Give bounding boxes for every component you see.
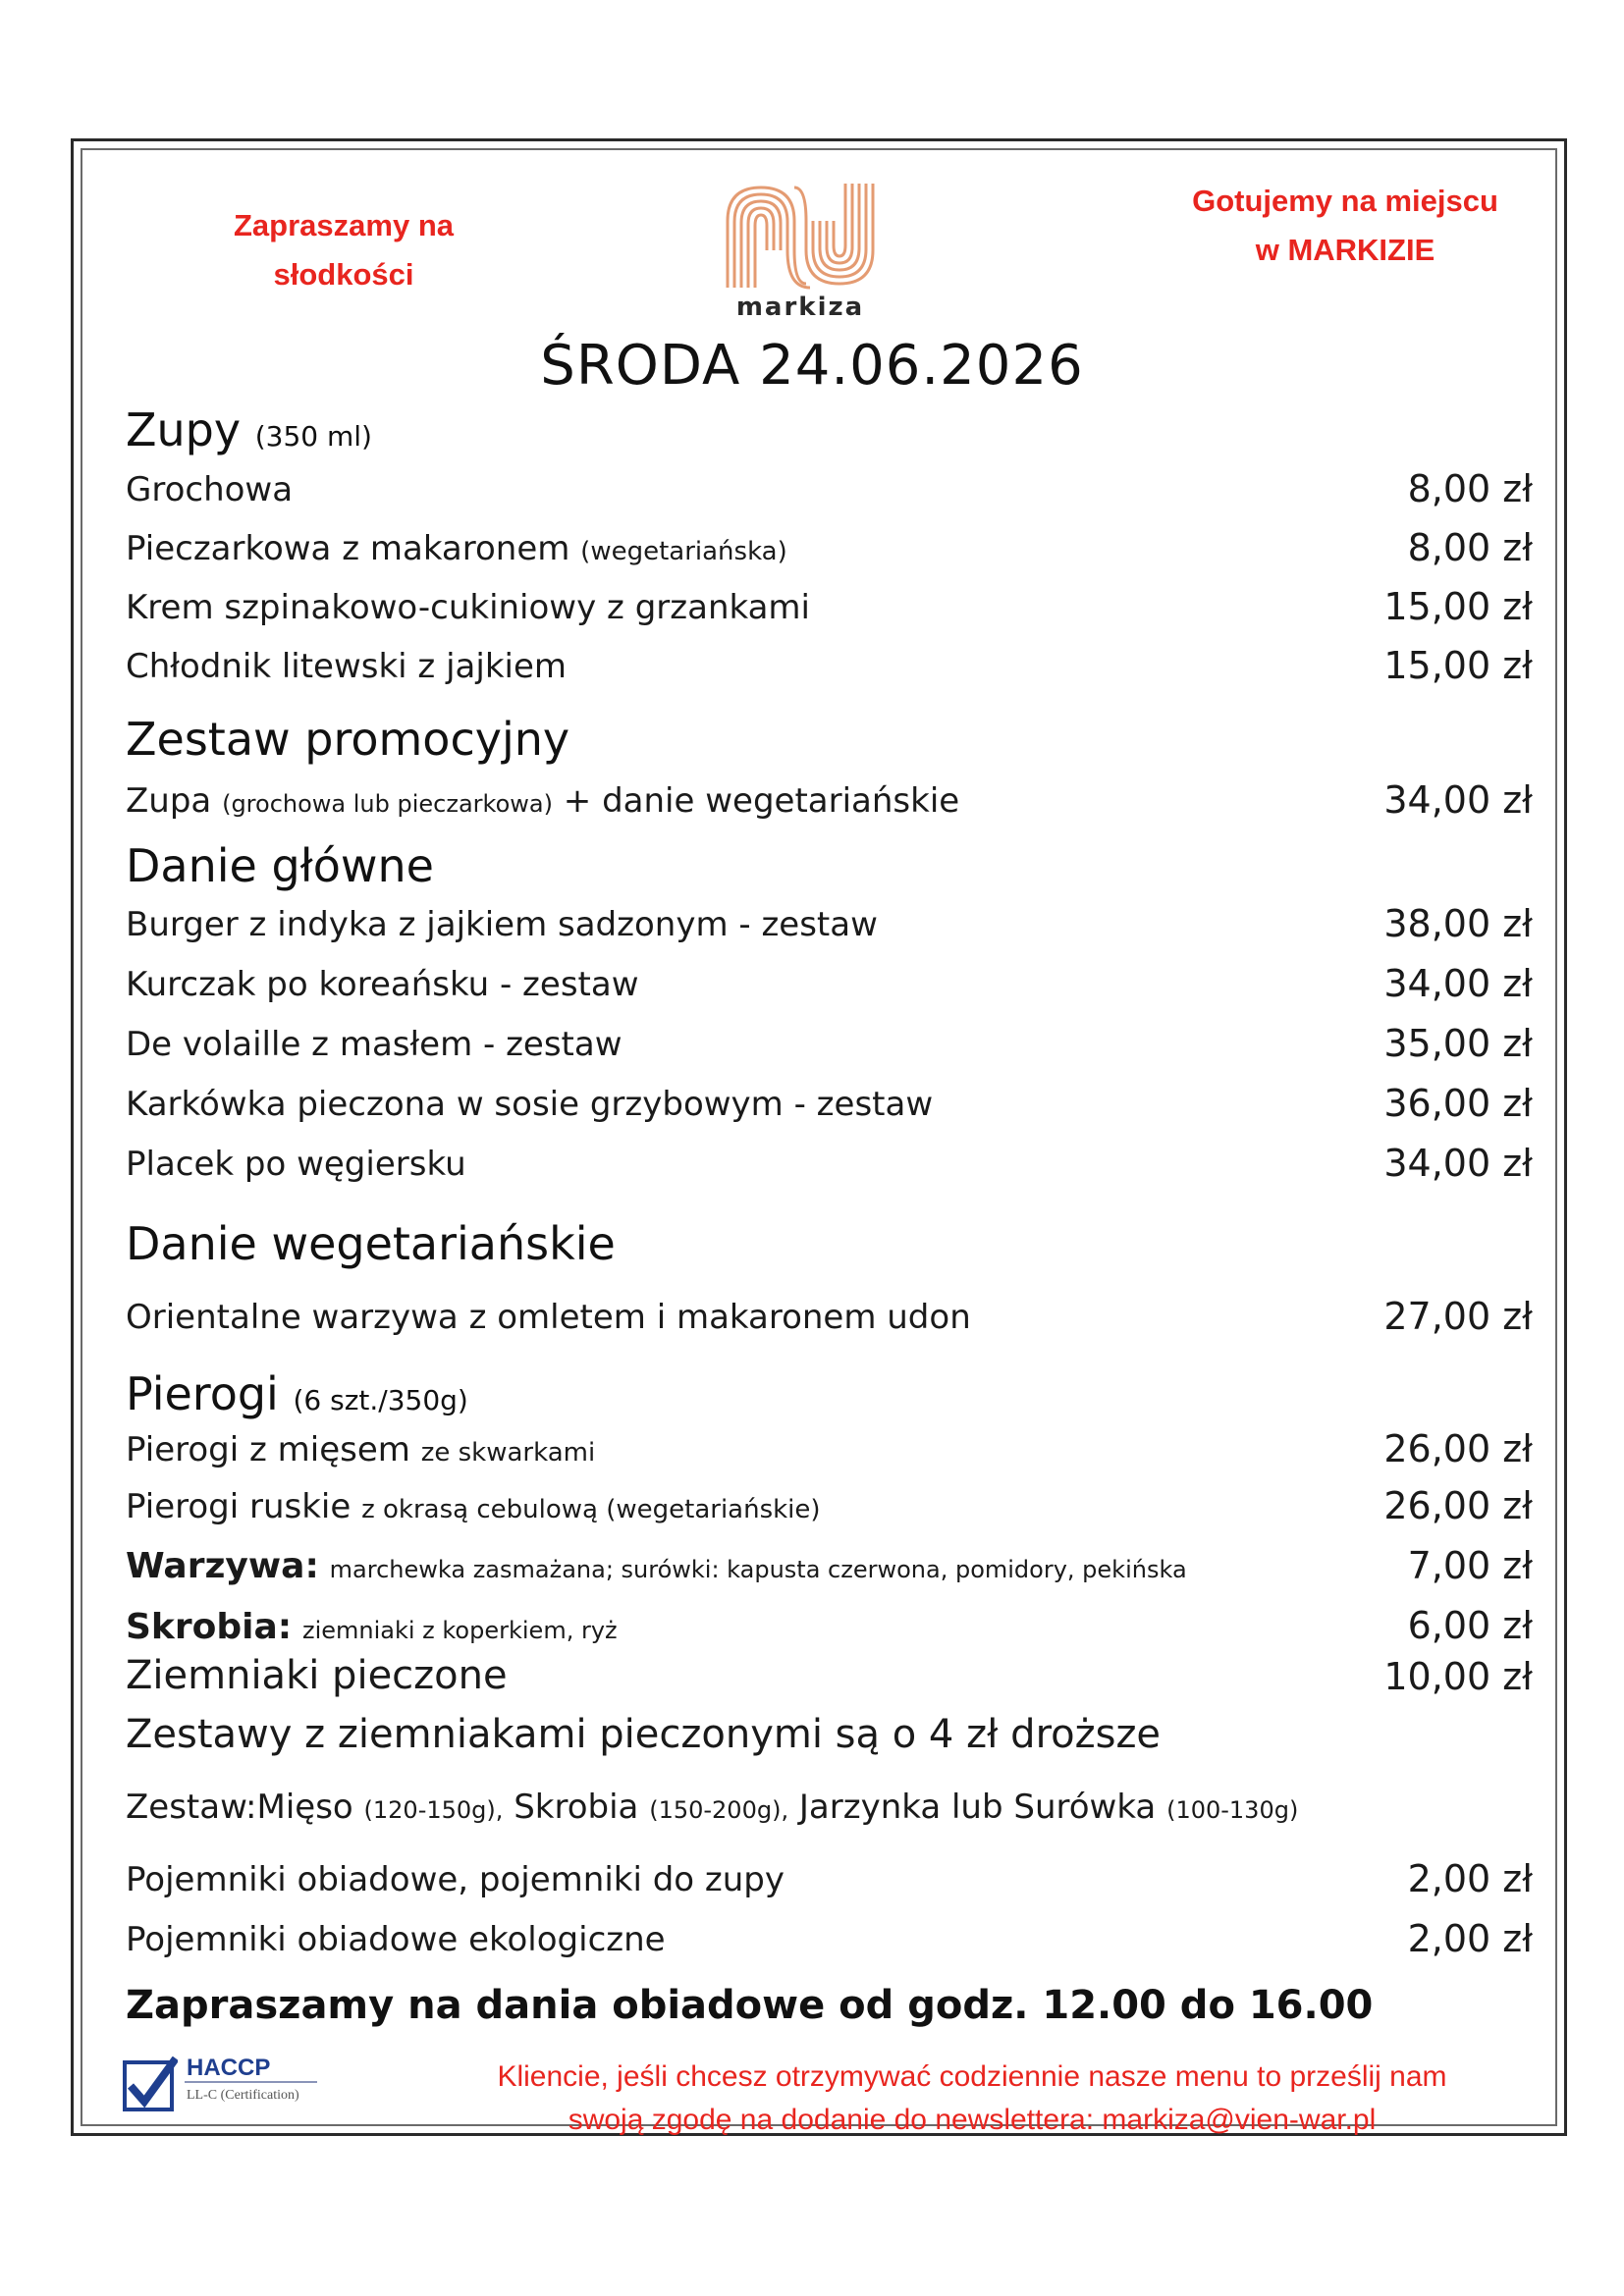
item-price: 10,00 zł — [1383, 1655, 1533, 1698]
item-name: Pierogi z mięsem — [126, 1430, 410, 1469]
menu-item — [126, 1025, 623, 1064]
warzywa-note: marchewka zasmażana; surówki: kapusta czerwona, pomidory, pekińska — [329, 1556, 1187, 1583]
menu-item — [126, 1085, 933, 1124]
skrobia-note: ziemniaki z koperkiem, ryż — [301, 1617, 618, 1644]
section-heading-mains: Danie główne — [126, 839, 434, 892]
item-name: Burger z indyka z jajkiem sadzonym - zestaw — [126, 905, 878, 944]
section-heading-vegetarian: Danie wegetariańskie — [126, 1217, 616, 1270]
item-price: 38,00 zł — [1383, 902, 1533, 945]
item-name: Pojemniki obiadowe, pojemniki do zupy — [126, 1860, 785, 1899]
item-price: 6,00 zł — [1407, 1604, 1533, 1647]
item-price: 8,00 zł — [1407, 467, 1533, 510]
set-a: Zestaw:Mięso — [126, 1788, 353, 1827]
baked-info: Zestawy z ziemniakami pieczonymi są o 4 zł droższe — [126, 1712, 1162, 1757]
page-title: ŚRODA 24.06.2026 — [540, 334, 1084, 398]
menu-item — [126, 1653, 508, 1698]
set-b: Skrobia — [514, 1788, 639, 1827]
menu-item — [126, 1298, 971, 1337]
item-name: Orientalne warzywa z omletem i makaronem udon — [126, 1298, 971, 1337]
menu-item — [126, 905, 878, 944]
promo-name-b: + danie wegetariańskie — [563, 781, 960, 821]
haccp-label: HACCP — [187, 2055, 271, 2081]
item-price: 7,00 zł — [1407, 1544, 1533, 1587]
skrobia-label: Skrobia: — [126, 1607, 293, 1647]
menu-item — [126, 1145, 466, 1184]
newsletter-line1: Kliencie, jeśli chcesz otrzymywać codziennie nasze menu to prześlij nam — [497, 2060, 1447, 2093]
pierogi-heading: Pierogi — [126, 1367, 279, 1420]
menu-item-skrobia — [126, 1607, 618, 1647]
item-name: Pojemniki obiadowe ekologiczne — [126, 1920, 666, 1959]
newsletter-line2: swoją zgodę na dodanie do newslettera: markiza@vien-war.pl — [568, 2104, 1377, 2136]
item-price: 2,00 zł — [1407, 1857, 1533, 1900]
menu-item — [126, 588, 810, 627]
menu-item — [126, 1920, 666, 1959]
item-name: Grochowa — [126, 470, 294, 509]
item-price: 15,00 zł — [1383, 585, 1533, 628]
item-price: 26,00 zł — [1383, 1427, 1533, 1470]
menu-item — [126, 1860, 785, 1899]
menu-item — [126, 1487, 821, 1526]
sweets-note — [187, 201, 501, 299]
item-price: 35,00 zł — [1383, 1022, 1533, 1065]
pierogi-heading-note: (6 szt./350g) — [293, 1384, 468, 1416]
warzywa-label: Warzywa: — [126, 1546, 319, 1586]
newsletter-note — [412, 2056, 1532, 2142]
item-price: 15,00 zł — [1383, 644, 1533, 687]
cooking-note-line1: Gotujemy na miejscu — [1192, 184, 1498, 218]
item-name: Kurczak po koreańsku - zestaw — [126, 965, 639, 1004]
soups-heading-note: (350 ml) — [254, 420, 372, 453]
haccp-sub: LL-C (Certification) — [187, 2088, 299, 2103]
item-price: 34,00 zł — [1383, 778, 1533, 822]
section-heading-pierogi — [126, 1367, 468, 1420]
opening-hours: Zapraszamy na dania obiadowe od godz. 12.00 do 16.00 — [126, 1983, 1374, 2028]
haccp-divider — [185, 2081, 317, 2083]
promo-note: (grochowa lub pieczarkowa) — [222, 790, 553, 818]
item-price: 27,00 zł — [1383, 1295, 1533, 1338]
item-note: ze skwarkami — [420, 1438, 596, 1468]
menu-item-warzywa — [126, 1546, 1187, 1586]
set-a-note: (120-150g), — [363, 1796, 504, 1824]
sweets-note-line1: Zapraszamy na — [234, 208, 454, 242]
set-c: Jarzynka lub Surówka — [798, 1788, 1157, 1827]
item-name: Pierogi ruskie — [126, 1487, 352, 1526]
soups-heading: Zupy — [126, 403, 242, 456]
item-price: 2,00 zł — [1407, 1917, 1533, 1960]
set-c-note: (100-130g) — [1166, 1796, 1299, 1824]
sweets-note-line2: słodkości — [273, 257, 414, 292]
menu-item — [126, 1430, 595, 1469]
menu-item — [126, 647, 567, 686]
set-composition — [126, 1788, 1298, 1827]
menu-item — [126, 529, 787, 568]
menu-item — [126, 965, 639, 1004]
item-price: 26,00 zł — [1383, 1484, 1533, 1527]
item-name: Karkówka pieczona w sosie grzybowym - zestaw — [126, 1085, 934, 1124]
item-note: z okrasą cebulową (wegetariańskie) — [361, 1495, 821, 1524]
item-note: (wegetariańska) — [580, 537, 787, 566]
logo-wordmark: markiza — [735, 293, 865, 322]
promo-name-a: Zupa — [126, 781, 212, 821]
menu-item — [126, 781, 959, 821]
item-name: Ziemniaki pieczone — [126, 1653, 508, 1698]
cooking-note-line2: w MARKIZIE — [1255, 233, 1435, 267]
haccp-check-icon — [123, 2056, 178, 2111]
item-name: Placek po węgiersku — [126, 1145, 466, 1184]
item-name: Chłodnik litewski z jajkiem — [126, 647, 567, 686]
item-price: 34,00 zł — [1383, 1142, 1533, 1185]
set-b-note: (150-200g), — [649, 1796, 789, 1824]
cooking-note — [1139, 177, 1551, 275]
section-heading-soups — [126, 403, 372, 456]
item-price: 8,00 zł — [1407, 526, 1533, 569]
menu-item — [126, 470, 293, 509]
item-name: Pieczarkowa z makaronem — [126, 529, 570, 568]
section-heading-promo: Zestaw promocyjny — [126, 713, 570, 766]
item-name: De volaille z masłem - zestaw — [126, 1025, 623, 1064]
item-name: Krem szpinakowo-cukiniowy z grzankami — [126, 588, 810, 627]
markiza-logo-icon — [722, 182, 879, 290]
item-price: 34,00 zł — [1383, 962, 1533, 1005]
item-price: 36,00 zł — [1383, 1082, 1533, 1125]
